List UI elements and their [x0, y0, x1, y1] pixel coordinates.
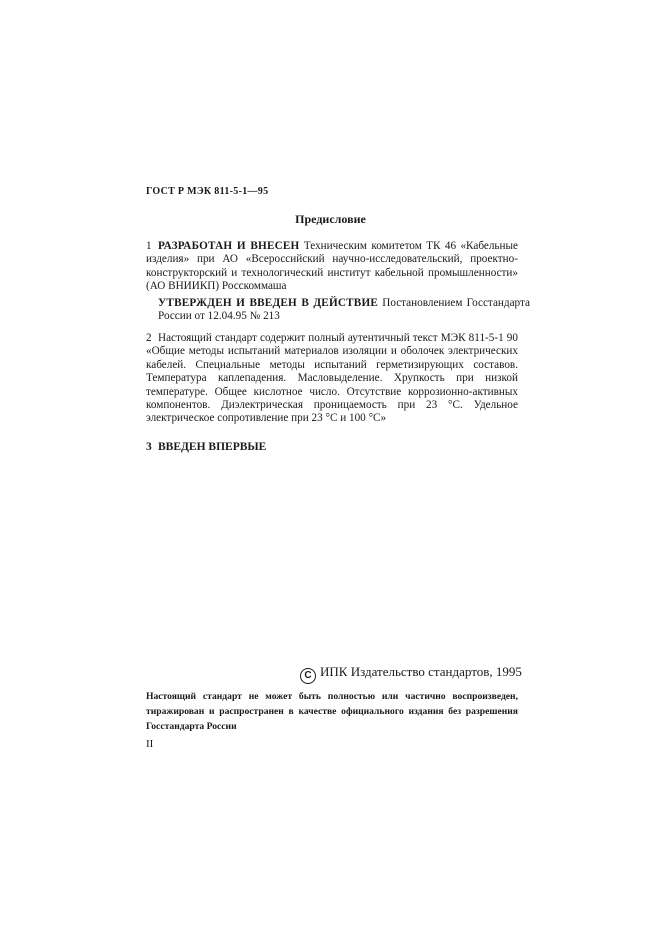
foreword-item-1: [146, 240, 518, 294]
copyright-icon: C: [300, 668, 316, 684]
item-text: ВВЕДЕН ВПЕРВЫЕ: [158, 441, 267, 453]
document-code-header: ГОСТ Р МЭК 811-5-1—95: [146, 186, 269, 197]
item-text: Настоящий стандарт содержит полный аутентичный текст МЭК 811-5-1 90 «Общие методы испытаний материалов изоляции и оболочек электрических кабелей. Специальные методы испытаний герметизирующих составов. Температура каплепадения. Масловыделение. Хрупкость при низкой температуре. Общее кислотное число. Отсутствие коррозионно-активных компонентов. Диэлектрическая проницаемость при 23 °С. Удельное электрическое сопротивление при 23 °С и 100 °С»: [146, 332, 518, 425]
reproduction-notice: Настоящий стандарт не может быть полностью или частично воспроизведен, тиражирован и распространен в качестве официального издания без разрешения Госстандарта России: [146, 691, 518, 732]
item-lead: УТВЕРЖДЕН И ВВЕДЕН В ДЕЙСТВИЕ: [158, 297, 379, 309]
foreword-item-1-approval: [146, 297, 530, 324]
copyright-text: ИПК Издательство стандартов, 1995: [320, 664, 522, 679]
copyright-line: [300, 664, 522, 684]
item-lead: РАЗРАБОТАН И ВНЕСЕН: [158, 240, 300, 252]
item-text: Постановлением Госстандарта России от 12.04.95 № 213: [158, 297, 530, 323]
item-text: Техническим комитетом ТК 46 «Кабельные изделия» при АО «Всероссийский научно-исследовательский, проектно-конструкторский и технологический институт кабельной промышленности» (АО ВНИИКП) Росскоммаша: [146, 240, 518, 293]
item-number: 3: [146, 441, 152, 453]
item-number: 1: [146, 240, 152, 252]
foreword-item-3: [146, 441, 518, 454]
foreword-item-2: [146, 332, 518, 426]
item-number: 2: [146, 332, 152, 344]
page-number: II: [146, 738, 154, 750]
section-title: Предисловие: [295, 212, 366, 226]
